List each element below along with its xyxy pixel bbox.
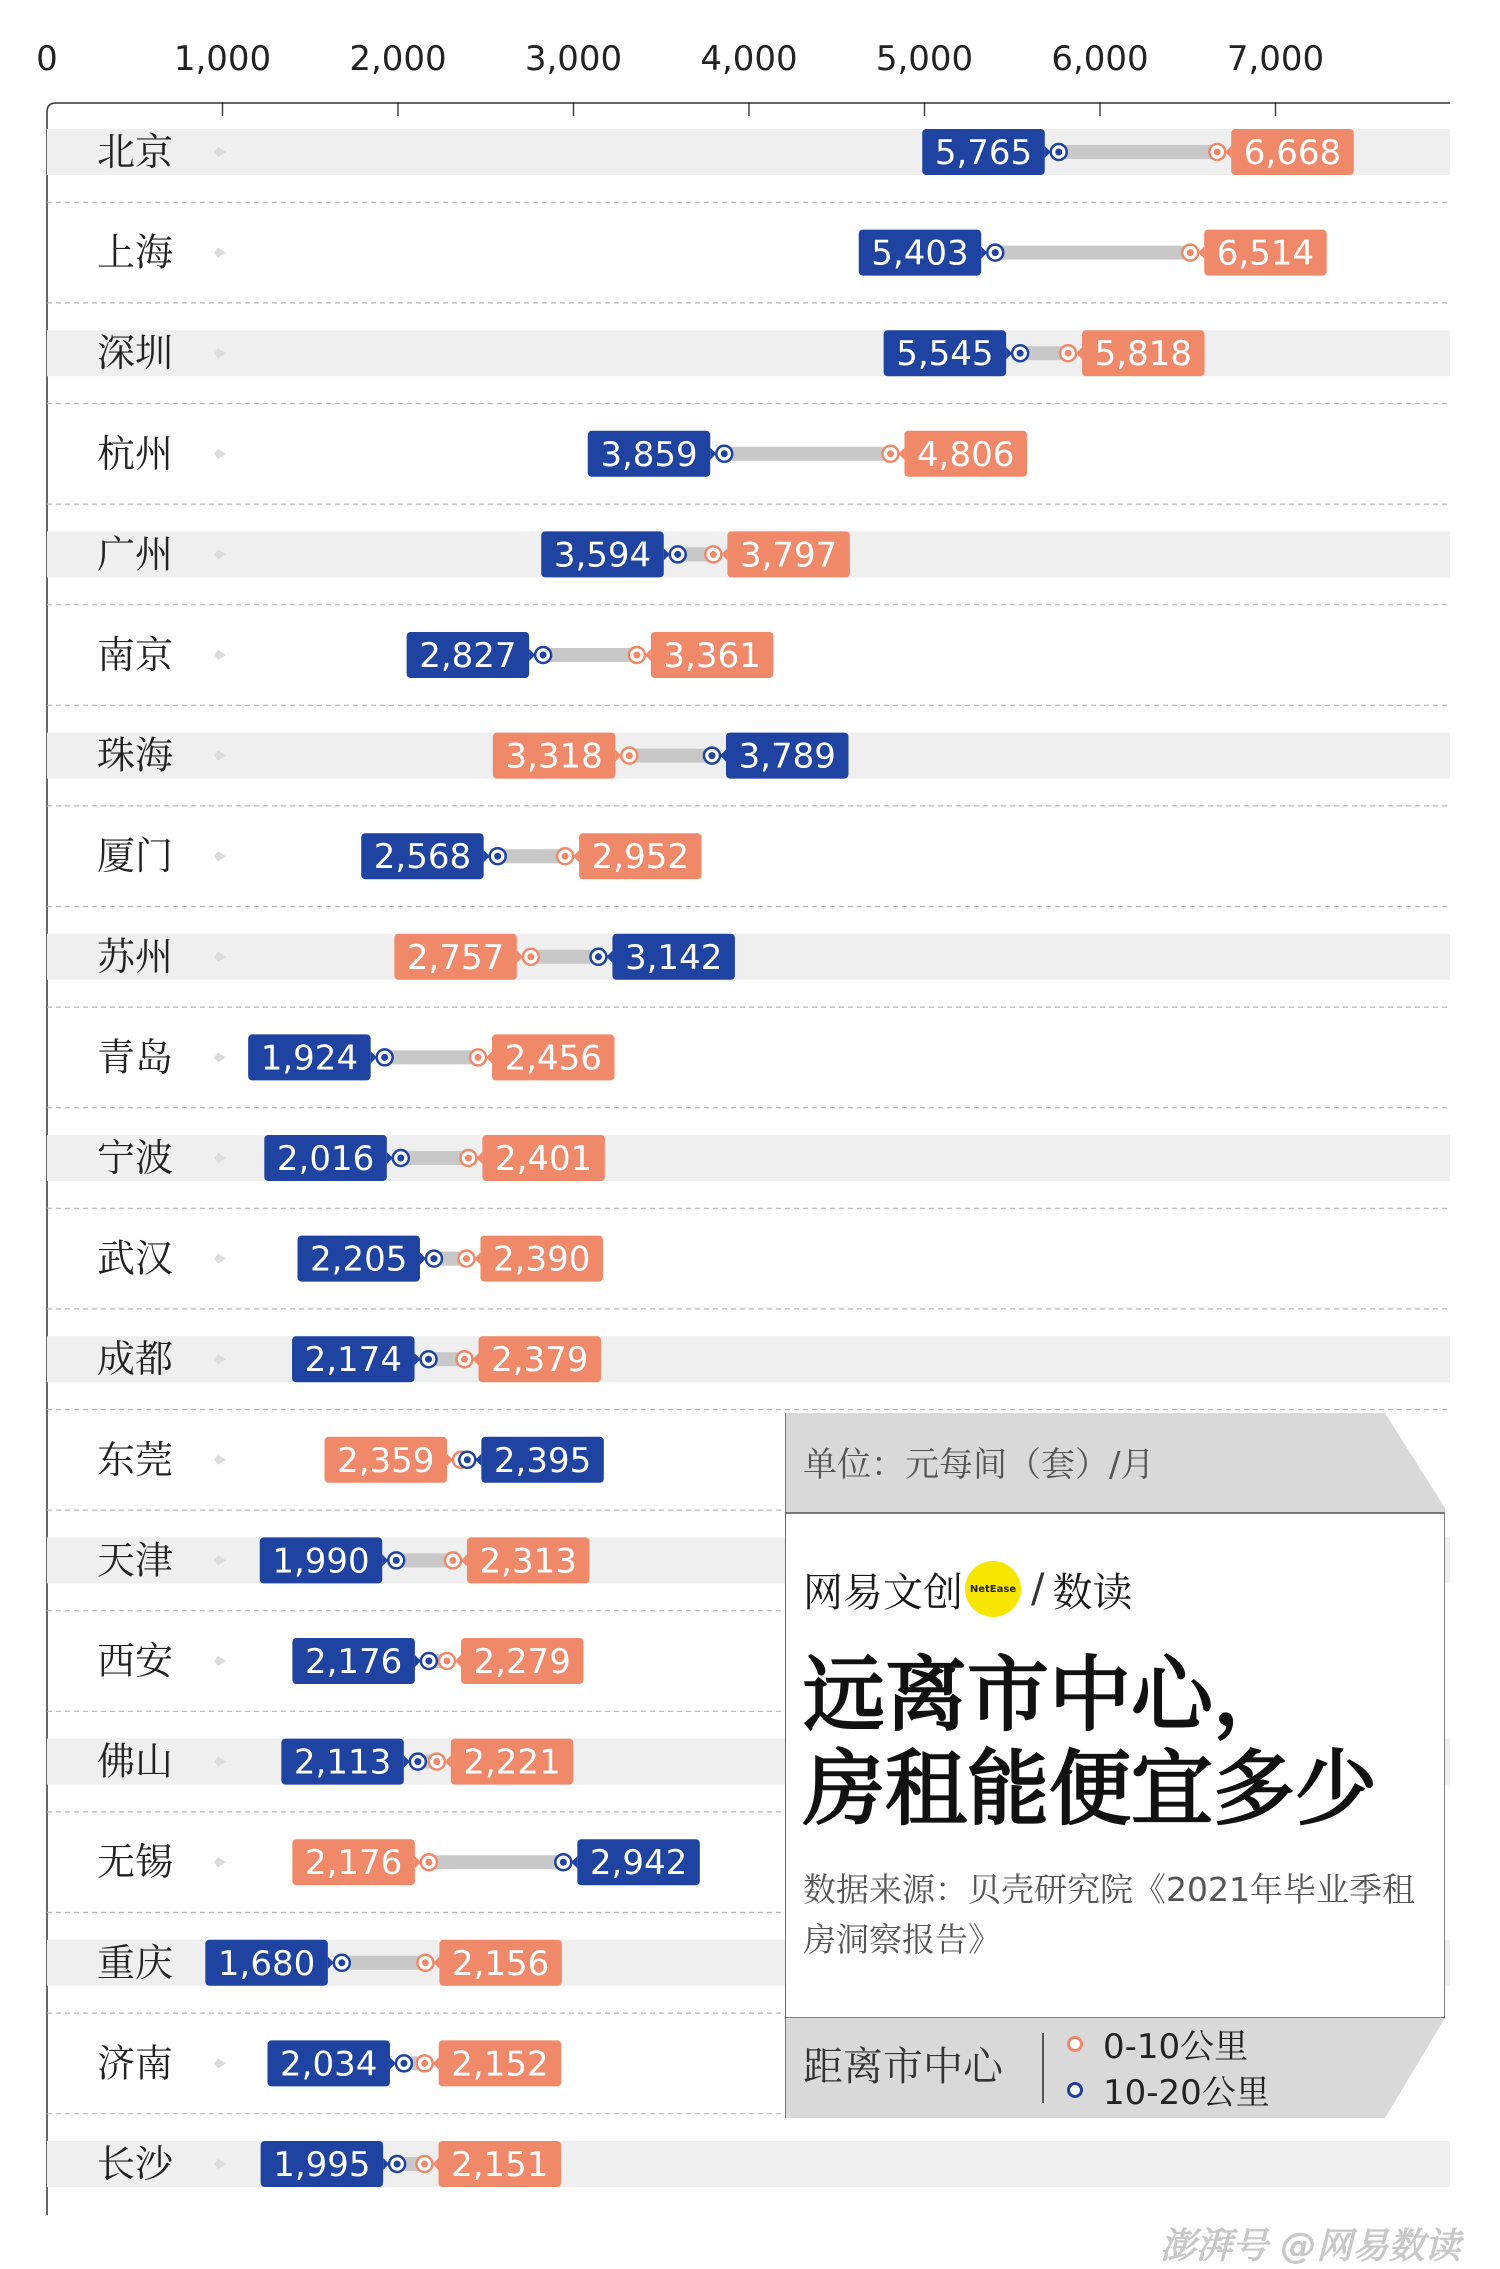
row-pointer-icon bbox=[214, 248, 226, 258]
row-band bbox=[47, 934, 1450, 980]
value-label-near: 2,152 bbox=[451, 2044, 549, 2085]
near-point-center bbox=[461, 1356, 468, 1363]
value-label-near: 3,318 bbox=[505, 736, 603, 777]
data-row bbox=[47, 1034, 1450, 1107]
x-tick-label: 1,000 bbox=[173, 39, 272, 79]
value-label-near: 6,668 bbox=[1243, 133, 1342, 173]
city-label: 珠海 bbox=[97, 733, 174, 778]
value-label-near: 2,176 bbox=[304, 1843, 403, 1884]
far-point-center bbox=[1055, 149, 1062, 156]
near-point-center bbox=[465, 1155, 472, 1162]
city-label: 厦门 bbox=[97, 834, 174, 879]
value-label-far: 2,016 bbox=[276, 1139, 375, 1179]
far-point-center bbox=[414, 1758, 421, 1765]
row-pointer-icon bbox=[214, 1455, 226, 1465]
far-point-center bbox=[674, 551, 681, 558]
row-band bbox=[47, 1135, 1450, 1181]
near-point-center bbox=[425, 1859, 432, 1866]
city-label: 佛山 bbox=[97, 1739, 174, 1784]
data-row bbox=[47, 1839, 783, 1912]
data-row bbox=[47, 833, 1450, 906]
data-row bbox=[47, 934, 1450, 1007]
city-label: 上海 bbox=[97, 230, 174, 275]
value-label-near: 2,379 bbox=[491, 1340, 589, 1381]
value-label-far: 1,680 bbox=[217, 1943, 316, 1984]
far-point-center bbox=[397, 1155, 404, 1162]
city-label: 南京 bbox=[97, 633, 174, 677]
near-point-center bbox=[421, 2060, 428, 2067]
legend-item-near bbox=[1067, 2019, 1248, 2068]
city-label: 北京 bbox=[97, 130, 174, 174]
data-row bbox=[47, 1135, 1450, 1208]
x-tick-label: 0 bbox=[36, 39, 58, 79]
value-label-near: 5,818 bbox=[1094, 334, 1192, 375]
legend-item-far bbox=[1067, 2065, 1270, 2114]
value-label-far: 1,990 bbox=[272, 1541, 370, 1582]
value-label-far: 2,174 bbox=[304, 1340, 402, 1381]
value-label-far: 2,395 bbox=[493, 1440, 592, 1481]
value-label-near: 2,757 bbox=[406, 937, 505, 978]
near-point-center bbox=[475, 1054, 482, 1061]
value-label-far: 2,205 bbox=[310, 1239, 408, 1280]
value-label-far: 5,403 bbox=[871, 233, 969, 274]
value-label-near: 2,313 bbox=[479, 1541, 577, 1582]
unit-label: 单位：元每间（套）/月 bbox=[803, 1445, 1155, 1485]
far-point-center bbox=[1017, 350, 1024, 357]
far-point-center bbox=[540, 652, 547, 659]
value-label-near: 2,456 bbox=[504, 1038, 602, 1079]
city-label: 深圳 bbox=[97, 331, 174, 376]
legend-marker-far-icon bbox=[1067, 2082, 1083, 2098]
legend-marker-near-icon bbox=[1067, 2036, 1083, 2052]
value-label-far: 3,594 bbox=[553, 535, 652, 576]
data-row bbox=[47, 1236, 1450, 1309]
row-pointer-icon bbox=[214, 1656, 226, 1666]
row-band bbox=[47, 2141, 1450, 2187]
near-point-center bbox=[1065, 350, 1072, 357]
far-point-center bbox=[430, 1255, 437, 1262]
x-tick-label: 2,000 bbox=[349, 39, 447, 79]
city-label: 成都 bbox=[97, 1337, 174, 1382]
far-point-center bbox=[721, 450, 728, 457]
value-label-far: 2,568 bbox=[373, 837, 472, 878]
data-row bbox=[47, 431, 1450, 504]
data-row bbox=[47, 632, 1450, 705]
city-label: 苏州 bbox=[97, 934, 174, 979]
far-point-center bbox=[992, 249, 999, 256]
brand-column-name: 数读 bbox=[1052, 1569, 1133, 1616]
legend-label-far: 10-20公里 bbox=[1103, 2073, 1270, 2113]
data-row bbox=[47, 1437, 783, 1510]
brand-logo bbox=[803, 1559, 1132, 1619]
row-pointer-icon bbox=[214, 650, 226, 660]
data-row bbox=[47, 1638, 783, 1711]
value-label-far: 5,765 bbox=[934, 133, 1033, 173]
city-label: 天津 bbox=[97, 1538, 174, 1583]
row-pointer-icon bbox=[214, 1052, 226, 1062]
value-label-far: 1,924 bbox=[260, 1038, 359, 1079]
x-tick-label: 4,000 bbox=[700, 39, 798, 79]
value-label-near: 2,221 bbox=[463, 1742, 561, 1783]
value-label-far: 3,142 bbox=[624, 937, 723, 978]
value-label-far: 2,827 bbox=[419, 636, 517, 676]
city-label: 长沙 bbox=[97, 2142, 174, 2186]
near-point-center bbox=[887, 450, 894, 457]
far-point-center bbox=[394, 2161, 401, 2168]
chart-title-line-1: 远离市中心， bbox=[803, 1648, 1296, 1743]
value-label-far: 2,942 bbox=[589, 1843, 688, 1884]
value-label-far: 2,176 bbox=[304, 1642, 403, 1682]
data-row bbox=[47, 129, 1450, 202]
far-point-center bbox=[708, 752, 715, 759]
far-point-center bbox=[393, 1557, 400, 1564]
chart-title-line-2: 房租能便宜多少 bbox=[803, 1742, 1378, 1837]
row-pointer-icon bbox=[214, 2058, 226, 2068]
value-label-far: 5,545 bbox=[896, 334, 994, 375]
near-point-center bbox=[562, 853, 569, 860]
row-band bbox=[47, 330, 1450, 376]
value-label-near: 2,390 bbox=[493, 1239, 591, 1280]
city-label: 武汉 bbox=[97, 1236, 174, 1281]
data-row bbox=[47, 733, 1450, 806]
city-label: 宁波 bbox=[97, 1136, 174, 1180]
near-point-center bbox=[527, 953, 534, 960]
far-point-center bbox=[494, 853, 501, 860]
value-label-far: 1,995 bbox=[273, 2145, 371, 2185]
value-label-near: 2,151 bbox=[451, 2145, 549, 2185]
near-point-center bbox=[626, 752, 633, 759]
far-point-center bbox=[425, 1356, 432, 1363]
value-label-near: 3,797 bbox=[739, 535, 838, 576]
netease-logo-icon: NetEase bbox=[965, 1561, 1021, 1617]
far-point-center bbox=[381, 1054, 388, 1061]
city-label: 广州 bbox=[97, 532, 174, 577]
city-label: 杭州 bbox=[97, 431, 174, 476]
row-pointer-icon bbox=[214, 851, 226, 861]
data-row bbox=[47, 1336, 1450, 1409]
data-row bbox=[47, 531, 1450, 604]
value-label-near: 2,279 bbox=[473, 1642, 571, 1682]
near-point-center bbox=[633, 652, 640, 659]
brand-separator: / bbox=[1031, 1566, 1045, 1612]
x-tick-label: 3,000 bbox=[524, 39, 623, 79]
near-point-center bbox=[443, 1658, 450, 1665]
value-label-far: 2,034 bbox=[280, 2044, 378, 2085]
value-label-near: 3,361 bbox=[663, 636, 761, 676]
near-point-center bbox=[1187, 249, 1194, 256]
data-row bbox=[47, 230, 1450, 303]
data-row bbox=[47, 330, 1450, 403]
value-label-near: 6,514 bbox=[1216, 233, 1315, 274]
row-pointer-icon bbox=[214, 449, 226, 459]
value-label-near: 2,156 bbox=[451, 1943, 550, 1984]
city-label: 东莞 bbox=[97, 1437, 174, 1482]
row-band bbox=[47, 1336, 1450, 1382]
legend-title: 距离市中心 bbox=[803, 2044, 1003, 2090]
data-row bbox=[47, 2040, 783, 2113]
near-point-center bbox=[1214, 149, 1221, 156]
far-point-center bbox=[425, 1658, 432, 1665]
near-point-center bbox=[710, 551, 717, 558]
value-label-near: 2,359 bbox=[337, 1440, 435, 1481]
x-tick-label: 6,000 bbox=[1051, 39, 1149, 79]
value-label-near: 2,952 bbox=[591, 837, 689, 878]
near-point-center bbox=[433, 1758, 440, 1765]
value-label-far: 2,113 bbox=[293, 1742, 392, 1783]
value-label-near: 2,401 bbox=[494, 1139, 593, 1179]
value-label-far: 3,789 bbox=[738, 736, 836, 777]
chart-title bbox=[803, 1649, 1377, 1837]
near-point-center bbox=[421, 2161, 428, 2168]
watermark: 澎湃号 @网易数读 bbox=[1160, 2226, 1461, 2267]
row-pointer-icon bbox=[214, 1254, 226, 1264]
far-point-center bbox=[464, 1456, 471, 1463]
x-tick-label: 7,000 bbox=[1226, 39, 1325, 79]
legend-label-near: 0-10公里 bbox=[1103, 2027, 1249, 2067]
near-point-center bbox=[463, 1255, 470, 1262]
city-label: 济南 bbox=[97, 2041, 174, 2086]
row-pointer-icon bbox=[214, 1857, 226, 1867]
near-point-center bbox=[422, 1959, 429, 1966]
far-point-center bbox=[338, 1959, 345, 1966]
city-label: 青岛 bbox=[97, 1035, 174, 1080]
near-point-center bbox=[449, 1557, 456, 1564]
x-tick-label: 5,000 bbox=[875, 39, 974, 79]
far-point-center bbox=[560, 1859, 567, 1866]
value-label-near: 4,806 bbox=[917, 434, 1015, 475]
city-label: 重庆 bbox=[97, 1940, 174, 1985]
city-label: 西安 bbox=[97, 1639, 174, 1683]
info-card bbox=[785, 1413, 1445, 2118]
far-point-center bbox=[400, 2060, 407, 2067]
value-label-far: 3,859 bbox=[600, 434, 698, 475]
brand-name: 网易文创 bbox=[803, 1569, 963, 1616]
city-label: 无锡 bbox=[97, 1840, 174, 1885]
data-source: 数据来源：贝壳研究院《2021年毕业季租房洞察报告》 bbox=[803, 1870, 1415, 1959]
far-point-center bbox=[595, 953, 602, 960]
data-row bbox=[47, 2141, 1450, 2187]
